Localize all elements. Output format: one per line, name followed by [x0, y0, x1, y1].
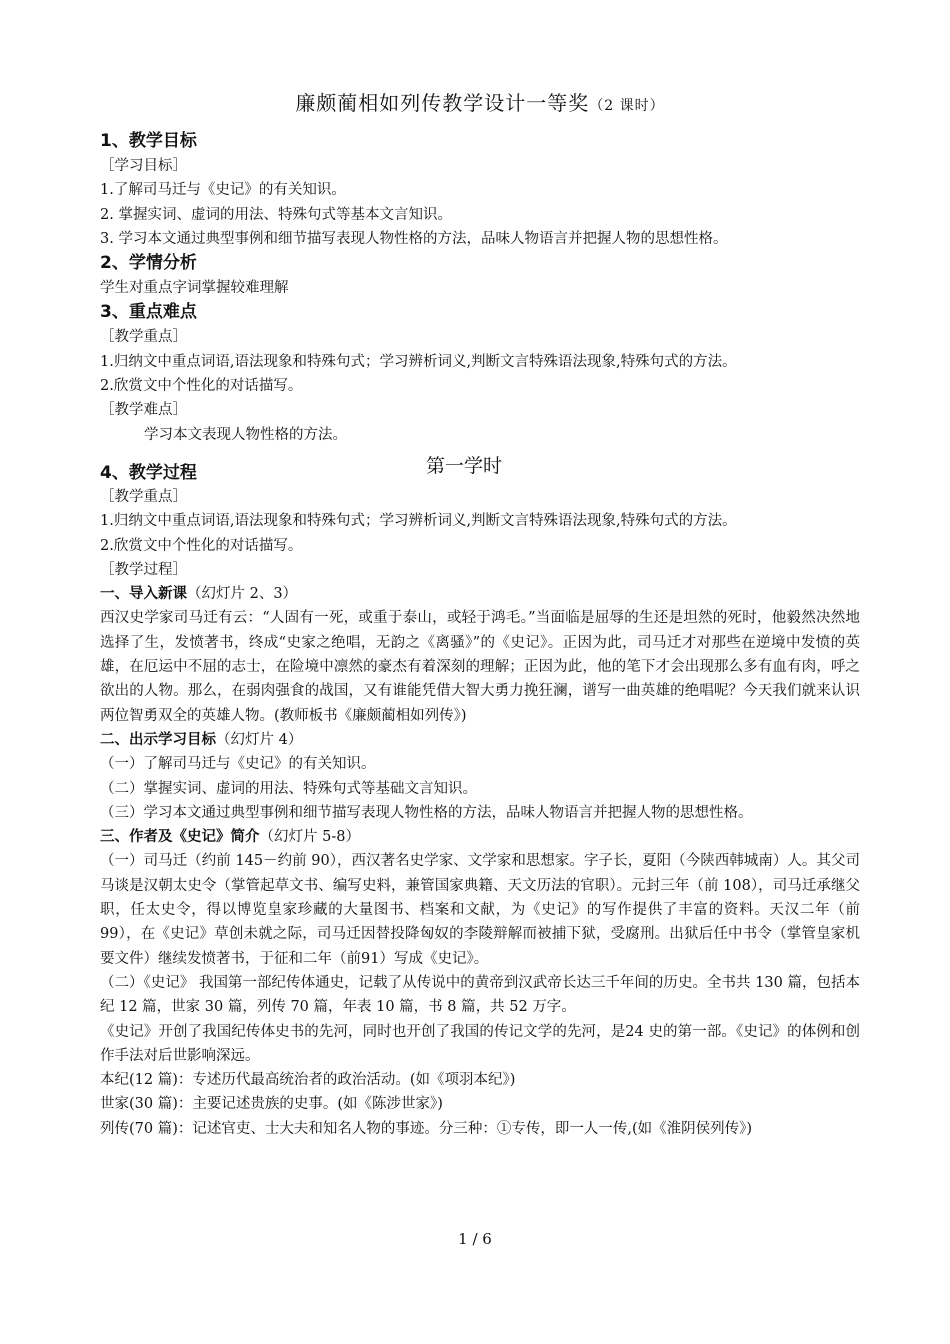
section-heading-analysis: 2、学情分析 [100, 253, 197, 274]
section-heading-objectives: 1、教学目标 [100, 131, 197, 151]
step-heading-intro [100, 582, 860, 606]
slide-note: （幻灯片 2、3） [187, 586, 298, 603]
analysis-text: 学生对重点字词掌握较难理解 [100, 280, 289, 297]
title-subtitle: （2 课时） [589, 98, 665, 114]
keypoint-item: 1.归纳文中重点词语,语法现象和特殊句式；学习辨析词义,判断文言特殊语法现象,特殊句式的方法。 [100, 513, 737, 530]
page-number: 1 / 6 [458, 1230, 492, 1248]
goal-item: （二）掌握实词、虚词的用法、特殊句式等基础文言知识。 [100, 780, 477, 797]
difficulty-text: 学习本文表现人物性格的方法。 [144, 426, 347, 443]
title-text: 廉颇蔺相如列传教学设计一等奖 [295, 91, 590, 115]
step-heading-goals [100, 728, 860, 752]
objective-item: 2. 掌握实词、虚词的用法、特殊句式等基本文言知识。 [100, 206, 452, 223]
shiji-shijia-line: 世家(30 篇)：主要记述贵族的史事。(如《陈涉世家》) [100, 1096, 443, 1113]
slide-note: （幻灯片 5-8） [259, 829, 360, 846]
step-title: 三、作者及《史记》简介 [100, 828, 260, 846]
keypoint-item: 2.欣赏文中个性化的对话描写。 [100, 537, 303, 554]
lesson-title: 第一学时 [426, 454, 503, 477]
tag-key-points: ［教学重点］ [100, 329, 187, 346]
shiji-significance-paragraph: 《史记》开创了我国纪传体史书的先河，同时也开创了我国的传记文学的先河，是24 史的第一部。《史记》的体例和创作手法对后世影响深远。 [100, 1023, 860, 1064]
shiji-liezhuan-line: 列传(70 篇)：记述官吏、士大夫和知名人物的事迹。分三种：①专传，即一人一传,(如《淮阴侯列传》) [100, 1120, 753, 1137]
step-heading-author [100, 825, 860, 849]
slide-note: （幻灯片 4） [216, 731, 303, 748]
tag-learning-goals: ［学习目标］ [100, 158, 187, 174]
goal-item: （三）学习本文通过典型事例和细节描写表现人物性格的方法，品味人物语言并把握人物的思想性格。 [100, 804, 753, 821]
objective-item: 3. 学习本文通过典型事例和细节描写表现人物性格的方法，品味人物语言并把握人物的思想性格。 [100, 230, 728, 247]
document-page [100, 88, 860, 1141]
shiji-benji-line: 本纪(12 篇)：专述历代最高统治者的政治活动。(如《项羽本纪》) [100, 1072, 516, 1089]
step-title: 二、出示学习目标 [100, 730, 216, 748]
section-heading-process: 4、教学过程 [100, 462, 197, 483]
intro-paragraph: 西汉史学家司马迁有云：“人固有一死，或重于泰山，或轻于鸿毛。”当面临是屈辱的生还是坦然的死时，他毅然决然地选择了生，发愤著书，终成“史家之绝唱，无韵之《离骚》”的《史记》。正因为此，司马迁才对那些在逆境中发愤的英雄，在厄运中不屈的志士，在险境中凛然的豪杰有着深刻的理解；正因为此，他的笔下才会出现那么多有血有肉，呼之欲出的人物。那么，在弱肉强食的战国，又有谁能凭借大智大勇力挽狂澜，谱写一曲英雄的绝唱呢？今天我们就来认识两位智勇双全的英雄人物。(教师板书《廉颇蔺相如列传》) [100, 610, 860, 724]
step-title: 一、导入新课 [100, 585, 187, 603]
tag-teaching-process: ［教学过程］ [100, 561, 187, 578]
process-heading-row [100, 453, 860, 485]
keypoint-item: 1.归纳文中重点词语,语法现象和特殊句式；学习辨析词义,判断文言特殊语法现象,特殊句式的方法。 [100, 353, 737, 370]
tag-key-points-2: ［教学重点］ [100, 488, 187, 505]
objective-item: 1.了解司马迁与《史记》的有关知识。 [100, 182, 346, 199]
section-heading-keypoints: 3、重点难点 [100, 302, 197, 323]
keypoint-item: 2.欣赏文中个性化的对话描写。 [100, 378, 303, 395]
shiji-paragraph: （二）《史记》 我国第一部纪传体通史，记载了从传说中的黄帝到汉武帝长达三千年间的历史。全书共 130 篇，包括本纪 12 篇，世家 30 篇，列传 70 篇，年表 10 篇，书 8 篇，共 52 万字。 [100, 974, 860, 1016]
tag-difficulties: ［教学难点］ [100, 402, 187, 419]
author-paragraph: （一）司马迁（约前 145－约前 90），西汉著名史学家、文学家和思想家。字子长，夏阳（今陕西韩城南）人。其父司马谈是汉朝太史令（掌管起草文书、编写史料，兼管国家典籍、天文历法的官职）。元封三年（前 108），司马迁承继父职，任太史令，得以博览皇家珍藏的大量图书、档案和文献，为《史记》的写作提供了丰富的资料。天汉二年（前 99），在《史记》草创未就之际，司马迁因替投降匈奴的李陵辩解而被捕下狱，受腐刑。出狱后任中书令（掌管皇家机要文件）继续发愤著书，于征和二年（前91）写成《史记》。 [100, 853, 860, 967]
goal-item: （一）了解司马迁与《史记》的有关知识。 [100, 756, 376, 773]
document-title [100, 88, 860, 121]
